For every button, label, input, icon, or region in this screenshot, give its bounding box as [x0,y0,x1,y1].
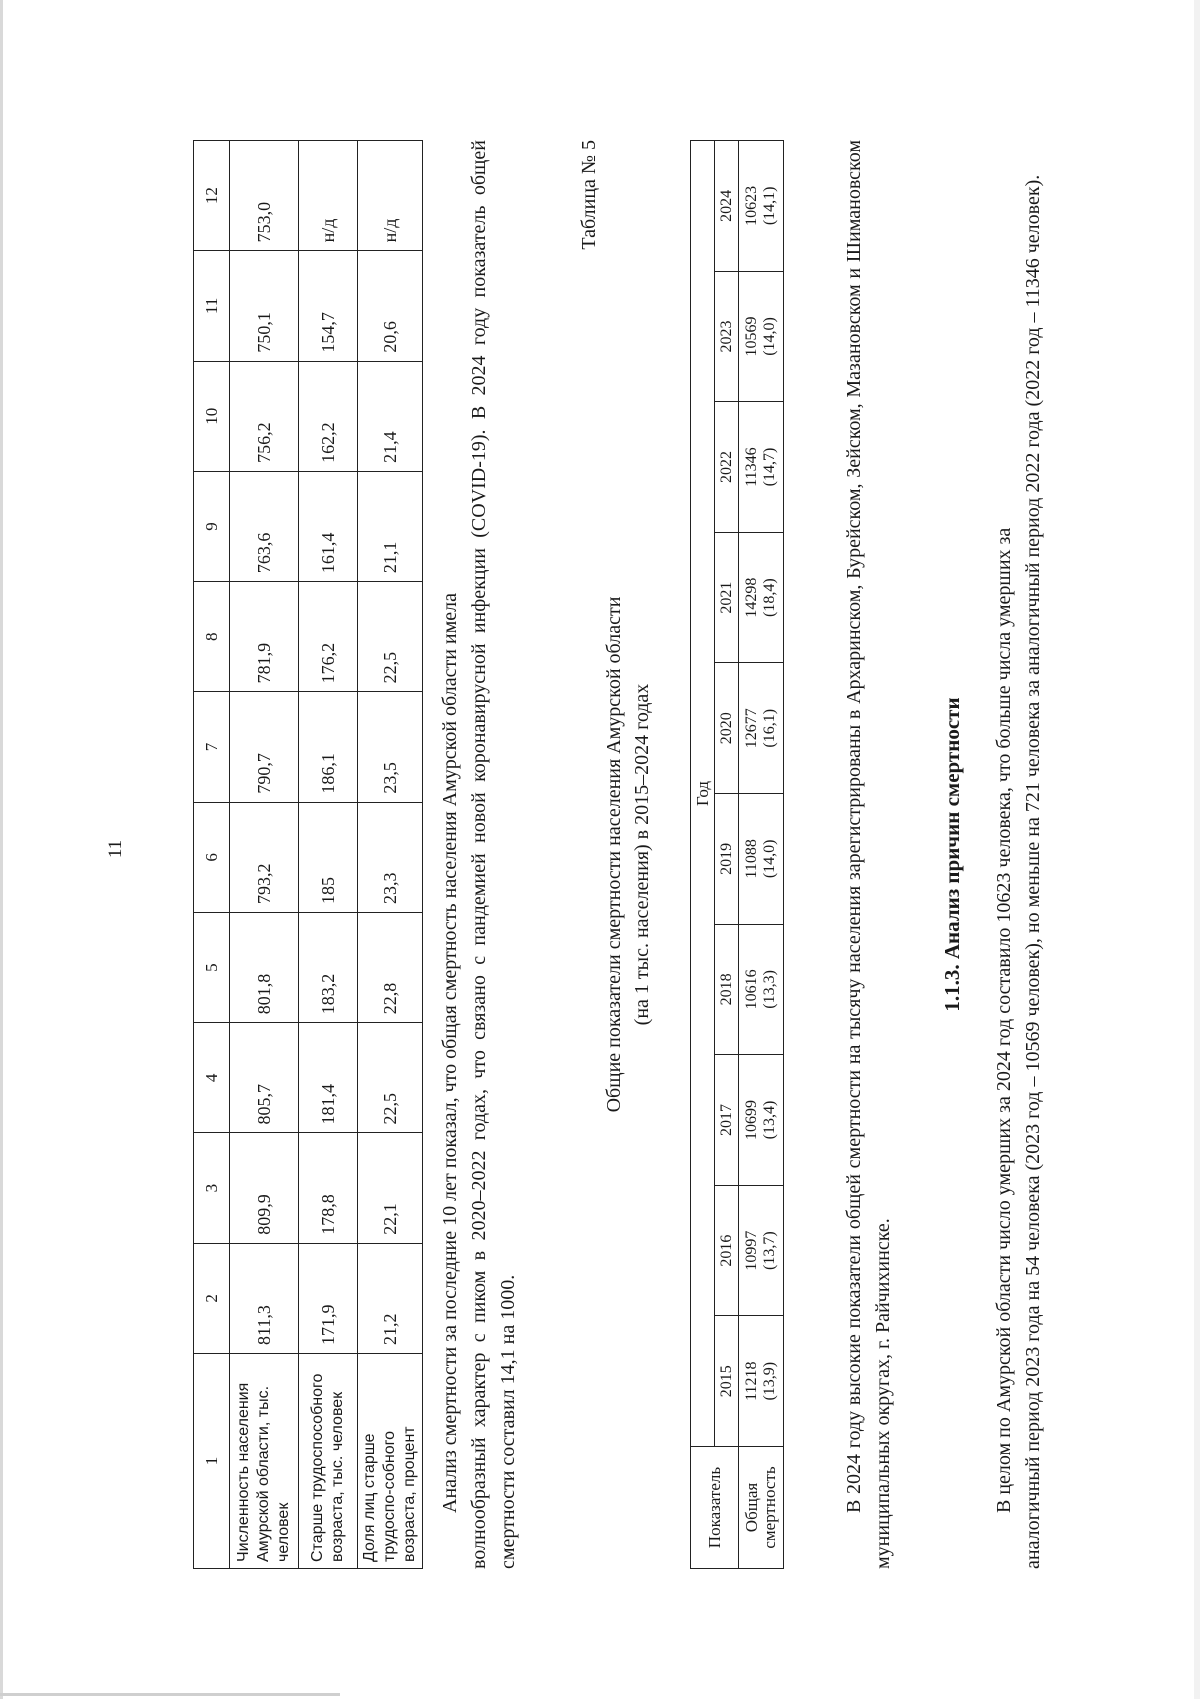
table-cell [739,1185,784,1316]
table-cell: 21,1 [358,471,423,581]
year-cell: 2015 [715,1316,739,1447]
table-caption [600,140,656,1569]
paragraph-body: волнообразный характер с пиком в 2020–2022 годах, что связано с пандемией новой коронавирусной инфекции (COVID-19). В 2024 году показатель общей смертности составил 14,1 на 1000. [468,140,519,1569]
year-cell: 2018 [715,924,739,1055]
year-cell: 2017 [715,1055,739,1186]
table-cell: н/д [358,141,423,251]
table-header-cell: 1 [194,1354,230,1569]
table-cell: 811,3 [230,1243,299,1353]
year-cell: 2019 [715,794,739,925]
death-count: 10623 [743,185,760,226]
year-cell: 2024 [715,141,739,272]
table-cell: 161,4 [299,471,358,581]
high-mortality-districts-paragraph: В 2024 году высокие показатели общей смертности на тысячу населения зарегистрированы в Архаринском, Бурейском, Зейском, Мазановском и Шимановском муниципальных округах, г. Райчихинске. [843,140,894,1569]
table-cell: 181,4 [299,1023,358,1133]
table-caption-line: (на 1 тыс. населения) в 2015–2024 годах [631,683,653,1026]
table-cell: 753,0 [230,141,299,251]
table-cell: 20,6 [358,251,423,361]
table-header-cell: 3 [194,1133,230,1243]
page-number: 11 [105,839,126,859]
table-cell: 154,7 [299,251,358,361]
table-cell: н/д [299,141,358,251]
table-header-cell: 2 [194,1243,230,1353]
death-count: 10699 [743,1100,760,1141]
death-rate: (13,3) [761,970,778,1009]
table-row [230,141,299,1569]
table-cell: 22,1 [358,1133,423,1243]
mortality-table-header [691,141,715,1569]
table-cell: 171,9 [299,1243,358,1353]
table-cell: 22,5 [358,582,423,692]
table-header-cell: 4 [194,1023,230,1133]
row-label: Общая смертность [739,1447,784,1569]
table-row [299,141,358,1569]
table-cell [739,924,784,1055]
death-rate: (13,7) [761,1231,778,1270]
table-cell [739,1316,784,1447]
death-rate: (14,0) [761,317,778,356]
table-cell [739,141,784,272]
table-cell: 801,8 [230,912,299,1022]
table-cell: 21,4 [358,361,423,471]
section-title: 1.1.3. Анализ причин смертности [940,697,964,1012]
death-rate: (13,4) [761,1100,778,1140]
table-header-cell: 12 [194,141,230,251]
death-rate: (18,4) [761,578,778,617]
table-cell: 793,2 [230,802,299,912]
table-cell [739,1055,784,1186]
table-header-cell: 7 [194,692,230,802]
death-rate: (14,0) [761,839,778,879]
table-cell: 763,6 [230,471,299,581]
table-cell [739,402,784,533]
death-causes-paragraph [990,140,1048,1569]
table-cell: 21,2 [358,1243,423,1353]
table-cell: 185 [299,802,358,912]
death-count: 10569 [743,316,760,357]
table-cell: 23,5 [358,692,423,802]
death-rate: (16,1) [761,708,778,748]
table-cell [739,532,784,663]
death-count: 10616 [743,969,760,1010]
table-cell: 178,8 [299,1133,358,1243]
death-count: 12677 [743,708,760,749]
table-cell: 23,3 [358,802,423,912]
table-header-cell: 8 [194,582,230,692]
death-count: 11088 [743,839,760,879]
mortality-analysis-paragraph [436,140,523,1569]
year-cell: 2016 [715,1185,739,1316]
year-cell: 2023 [715,271,739,402]
table-cell: 183,2 [299,912,358,1022]
table-cell: 176,2 [299,582,358,692]
row-label: Старше трудоспособного возраста, тыс. человек [299,1354,358,1569]
table-header-cell: 6 [194,802,230,912]
table-caption-line: Общие показатели смертности населения Амурской области [603,596,625,1113]
table-row [358,141,423,1569]
death-count: 11218 [743,1361,760,1401]
table-cell: 790,7 [230,692,299,802]
death-count: 10997 [743,1230,760,1271]
year-cell: 2022 [715,402,739,533]
year-header: Год [691,141,715,1447]
death-rate: (14,7) [761,447,778,487]
table-header-cell: 5 [194,912,230,1022]
table-header-cell: 11 [194,251,230,361]
table-cell: 22,8 [358,912,423,1022]
population-table [193,140,423,1569]
table-cell [739,271,784,402]
table-cell: 22,5 [358,1023,423,1133]
table-cell: 162,2 [299,361,358,471]
year-cell: 2021 [715,532,739,663]
table-cell: 781,9 [230,582,299,692]
table-row [739,141,784,1569]
year-row [715,141,739,1569]
table-cell: 805,7 [230,1023,299,1133]
paragraph-first-line: В целом по Амурской области число умерших за 2024 год составило 10623 человека, что больше числа умерших за [993,527,1015,1513]
table-cell: 756,2 [230,361,299,471]
paragraph-first-line: Анализ смертности за последние 10 лет показал, что общая смертность населения Амурской области имела [439,592,461,1513]
table-cell [739,794,784,925]
table-cell [739,663,784,794]
death-rate: (14,1) [761,186,778,226]
mortality-table [690,140,784,1569]
table-header-cell: 10 [194,361,230,471]
year-cell: 2020 [715,663,739,794]
row-label: Доля лиц старше трудоспо-собного возраста, процент [358,1354,423,1569]
table-number-label: Таблица № 5 [578,140,600,250]
table-header-cell: 9 [194,471,230,581]
table-cell: 750,1 [230,251,299,361]
population-table-header [194,141,230,1569]
row-label: Численность населения Амурской области, тыс. человек [230,1354,299,1569]
death-count: 14298 [743,577,760,618]
paragraph-body: аналогичный период 2023 года на 54 человека (2023 год – 10569 человек), но меньше на 721 человека за аналогичный период 2022 года (2022 год – 11346 человек). [1022,174,1044,1569]
death-count: 11346 [743,447,760,487]
death-rate: (13,9) [761,1361,778,1401]
indicator-header: Показатель [691,1447,739,1569]
table-cell: 809,9 [230,1133,299,1243]
table-cell: 186,1 [299,692,358,802]
